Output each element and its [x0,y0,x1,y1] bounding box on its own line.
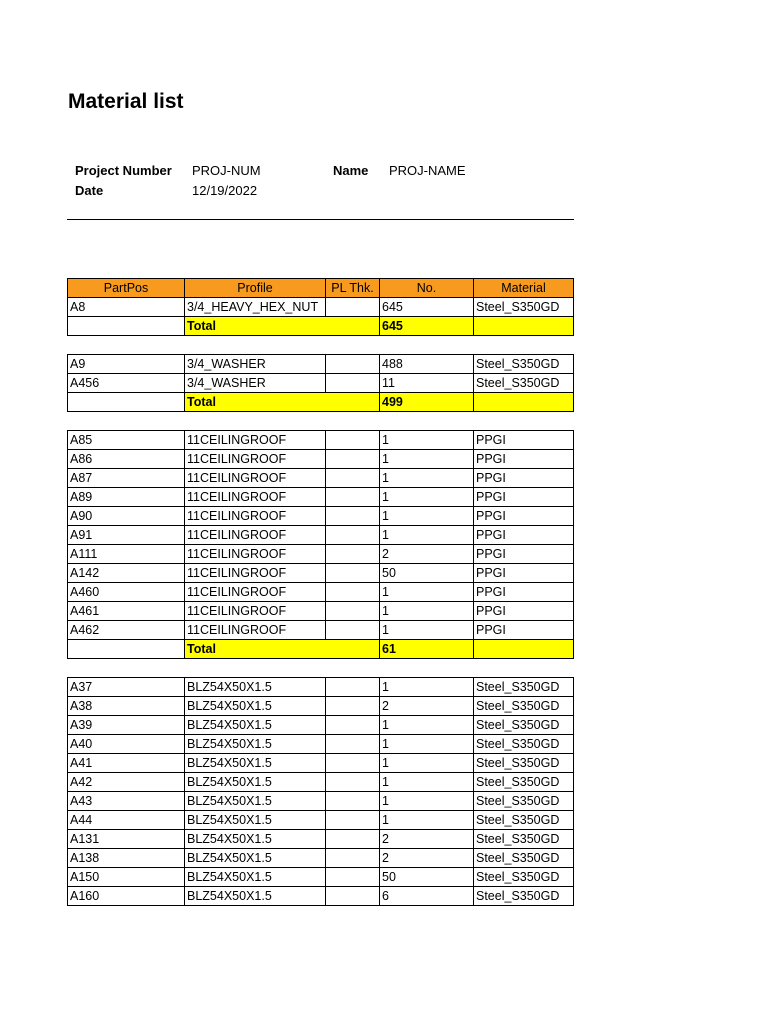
cell-profile: 11CEILINGROOF [185,507,326,526]
cell-material: PPGI [474,507,574,526]
cell-no: 1 [380,602,474,621]
total-value: 645 [380,317,474,336]
cell-material: PPGI [474,583,574,602]
table-row [68,830,574,849]
table-row [68,355,574,374]
cell-pl-thk [326,488,380,507]
cell-partpos: A8 [68,298,185,317]
table-row [68,507,574,526]
cell-profile: 11CEILINGROOF [185,583,326,602]
cell-profile: BLZ54X50X1.5 [185,773,326,792]
cell-pl-thk [326,621,380,640]
cell-material: PPGI [474,564,574,583]
cell-pl-thk [326,754,380,773]
cell-pl-thk [326,811,380,830]
total-blank-cell [68,317,185,336]
column-header-profile: Profile [185,279,326,298]
cell-material: PPGI [474,545,574,564]
cell-profile: 11CEILINGROOF [185,488,326,507]
total-value: 61 [380,640,474,659]
table-row [68,678,574,697]
cell-partpos: A85 [68,431,185,450]
cell-material: Steel_S350GD [474,773,574,792]
total-row [68,317,574,336]
total-pl-thk-cell [326,393,380,412]
table-header-row [68,279,574,298]
cell-pl-thk [326,469,380,488]
table-row [68,811,574,830]
cell-no: 1 [380,792,474,811]
cell-no: 2 [380,830,474,849]
material-table [67,278,574,906]
total-pl-thk-cell [326,640,380,659]
cell-no: 1 [380,754,474,773]
cell-no: 1 [380,469,474,488]
cell-material: Steel_S350GD [474,716,574,735]
cell-partpos: A42 [68,773,185,792]
cell-material: PPGI [474,526,574,545]
table-row [68,450,574,469]
total-blank-cell [68,640,185,659]
cell-no: 645 [380,298,474,317]
table-row [68,735,574,754]
cell-pl-thk [326,735,380,754]
cell-pl-thk [326,792,380,811]
table-row [68,431,574,450]
cell-pl-thk [326,849,380,868]
total-row [68,393,574,412]
table-row [68,754,574,773]
column-header-no: No. [380,279,474,298]
table-row [68,773,574,792]
cell-partpos: A44 [68,811,185,830]
cell-profile: BLZ54X50X1.5 [185,887,326,906]
table-row [68,621,574,640]
spacer-cell [68,336,574,355]
cell-profile: 3/4_WASHER [185,355,326,374]
cell-no: 1 [380,678,474,697]
cell-no: 2 [380,545,474,564]
name-label: Name [333,163,369,178]
cell-pl-thk [326,450,380,469]
cell-pl-thk [326,583,380,602]
cell-material: PPGI [474,450,574,469]
cell-profile: 11CEILINGROOF [185,545,326,564]
table-row [68,887,574,906]
cell-pl-thk [326,374,380,393]
group-spacer [68,659,574,678]
cell-partpos: A150 [68,868,185,887]
cell-material: Steel_S350GD [474,298,574,317]
total-row [68,640,574,659]
cell-partpos: A142 [68,564,185,583]
table-row [68,564,574,583]
cell-profile: 11CEILINGROOF [185,621,326,640]
table-row [68,849,574,868]
cell-material: Steel_S350GD [474,811,574,830]
cell-no: 11 [380,374,474,393]
cell-profile: 11CEILINGROOF [185,469,326,488]
project-number-label: Project Number [75,163,172,178]
group-spacer [68,336,574,355]
table-row [68,298,574,317]
cell-partpos: A89 [68,488,185,507]
total-blank-cell [68,393,185,412]
cell-pl-thk [326,887,380,906]
cell-no: 50 [380,564,474,583]
cell-profile: BLZ54X50X1.5 [185,716,326,735]
cell-material: Steel_S350GD [474,868,574,887]
cell-pl-thk [326,526,380,545]
cell-pl-thk [326,355,380,374]
cell-profile: BLZ54X50X1.5 [185,811,326,830]
table-row [68,602,574,621]
cell-partpos: A91 [68,526,185,545]
cell-profile: BLZ54X50X1.5 [185,792,326,811]
cell-no: 488 [380,355,474,374]
cell-profile: BLZ54X50X1.5 [185,735,326,754]
column-header-material: Material [474,279,574,298]
cell-partpos: A37 [68,678,185,697]
total-material-cell [474,393,574,412]
date-value: 12/19/2022 [192,183,258,198]
spacer-cell [68,659,574,678]
cell-material: PPGI [474,469,574,488]
cell-pl-thk [326,678,380,697]
cell-no: 1 [380,716,474,735]
cell-partpos: A41 [68,754,185,773]
spacer-cell [68,412,574,431]
cell-profile: 3/4_WASHER [185,374,326,393]
table-row [68,374,574,393]
cell-partpos: A138 [68,849,185,868]
cell-pl-thk [326,868,380,887]
cell-material: Steel_S350GD [474,754,574,773]
cell-no: 1 [380,431,474,450]
cell-profile: 11CEILINGROOF [185,564,326,583]
table-row [68,792,574,811]
date-label: Date [75,183,104,198]
cell-material: Steel_S350GD [474,355,574,374]
cell-material: Steel_S350GD [474,374,574,393]
cell-partpos: A111 [68,545,185,564]
cell-profile: BLZ54X50X1.5 [185,868,326,887]
cell-partpos: A131 [68,830,185,849]
cell-partpos: A456 [68,374,185,393]
cell-pl-thk [326,545,380,564]
project-number-value: PROJ-NUM [192,163,261,178]
cell-partpos: A40 [68,735,185,754]
cell-no: 1 [380,811,474,830]
cell-pl-thk [326,431,380,450]
group-spacer [68,412,574,431]
column-header-partpos: PartPos [68,279,185,298]
cell-partpos: A461 [68,602,185,621]
cell-profile: BLZ54X50X1.5 [185,849,326,868]
cell-pl-thk [326,602,380,621]
cell-no: 1 [380,488,474,507]
cell-pl-thk [326,716,380,735]
cell-pl-thk [326,830,380,849]
table-body [68,298,574,906]
cell-partpos: A460 [68,583,185,602]
cell-profile: 11CEILINGROOF [185,526,326,545]
cell-no: 1 [380,526,474,545]
cell-partpos: A160 [68,887,185,906]
name-value: PROJ-NAME [389,163,466,178]
table-row [68,583,574,602]
cell-profile: BLZ54X50X1.5 [185,678,326,697]
cell-no: 1 [380,735,474,754]
cell-partpos: A87 [68,469,185,488]
table-row [68,697,574,716]
cell-profile: BLZ54X50X1.5 [185,754,326,773]
cell-material: PPGI [474,621,574,640]
cell-no: 1 [380,621,474,640]
cell-profile: 11CEILINGROOF [185,450,326,469]
cell-partpos: A43 [68,792,185,811]
table-row [68,526,574,545]
cell-material: Steel_S350GD [474,887,574,906]
cell-no: 1 [380,507,474,526]
column-header-pl-thk: PL Thk. [326,279,380,298]
cell-material: Steel_S350GD [474,678,574,697]
total-material-cell [474,640,574,659]
cell-pl-thk [326,564,380,583]
cell-no: 1 [380,583,474,602]
cell-material: PPGI [474,488,574,507]
cell-pl-thk [326,773,380,792]
cell-material: Steel_S350GD [474,735,574,754]
table-row [68,868,574,887]
header-divider [67,219,574,220]
table-row [68,545,574,564]
cell-no: 2 [380,849,474,868]
total-label: Total [185,640,326,659]
page-title: Material list [68,90,184,113]
total-label: Total [185,393,326,412]
cell-partpos: A39 [68,716,185,735]
cell-partpos: A38 [68,697,185,716]
cell-profile: BLZ54X50X1.5 [185,830,326,849]
table-row [68,716,574,735]
total-material-cell [474,317,574,336]
cell-material: PPGI [474,431,574,450]
total-label: Total [185,317,326,336]
cell-partpos: A90 [68,507,185,526]
cell-no: 2 [380,697,474,716]
total-value: 499 [380,393,474,412]
cell-profile: 11CEILINGROOF [185,431,326,450]
cell-no: 50 [380,868,474,887]
cell-pl-thk [326,298,380,317]
cell-pl-thk [326,697,380,716]
cell-no: 6 [380,887,474,906]
cell-partpos: A462 [68,621,185,640]
cell-profile: 3/4_HEAVY_HEX_NUT [185,298,326,317]
table-row [68,469,574,488]
total-pl-thk-cell [326,317,380,336]
cell-material: Steel_S350GD [474,792,574,811]
cell-profile: 11CEILINGROOF [185,602,326,621]
cell-material: PPGI [474,602,574,621]
cell-no: 1 [380,773,474,792]
cell-pl-thk [326,507,380,526]
cell-partpos: A86 [68,450,185,469]
cell-material: Steel_S350GD [474,697,574,716]
table-row [68,488,574,507]
cell-profile: BLZ54X50X1.5 [185,697,326,716]
cell-no: 1 [380,450,474,469]
cell-material: Steel_S350GD [474,830,574,849]
cell-partpos: A9 [68,355,185,374]
cell-material: Steel_S350GD [474,849,574,868]
